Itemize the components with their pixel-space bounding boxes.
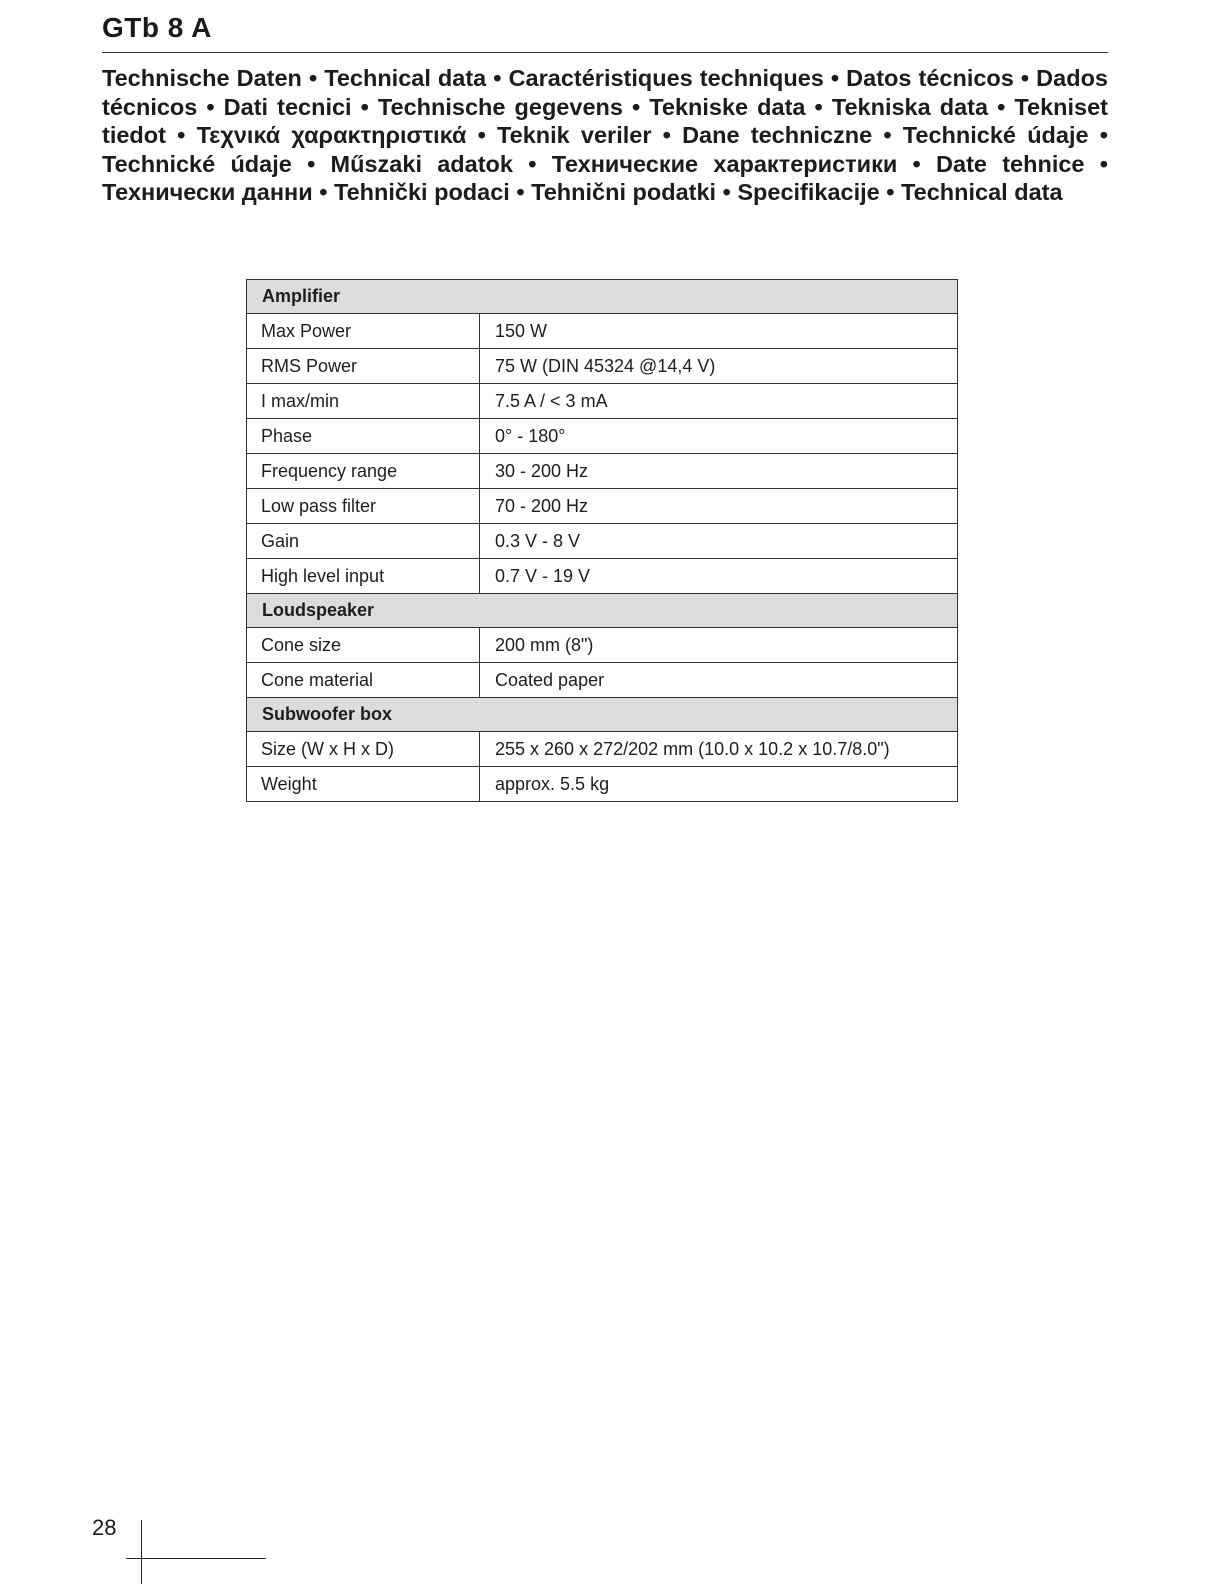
spec-value: 255 x 260 x 272/202 mm (10.0 x 10.2 x 10.7/8.0") (480, 732, 958, 767)
spec-value: 200 mm (8") (480, 628, 958, 663)
spec-value: 7.5 A / < 3 mA (480, 384, 958, 419)
section-header-loudspeaker (247, 594, 958, 628)
spec-label: Weight (247, 767, 480, 802)
spec-value: 0.7 V - 19 V (480, 559, 958, 594)
spec-value: Coated paper (480, 663, 958, 698)
spec-label: Gain (247, 524, 480, 559)
spec-value: 70 - 200 Hz (480, 489, 958, 524)
table-row (247, 384, 958, 419)
section-title: Loudspeaker (247, 594, 958, 628)
spec-label: Phase (247, 419, 480, 454)
spec-label: Cone material (247, 663, 480, 698)
spec-value: 150 W (480, 314, 958, 349)
section-title: Subwoofer box (247, 698, 958, 732)
spec-value: 75 W (DIN 45324 @14,4 V) (480, 349, 958, 384)
title-divider (102, 52, 1108, 53)
table-row (247, 732, 958, 767)
section-header-amplifier (247, 280, 958, 314)
spec-value: approx. 5.5 kg (480, 767, 958, 802)
crop-mark-vertical (141, 1520, 142, 1584)
technical-data-heading: Technische Daten • Technical data • Caractéristiques techniques • Datos técnicos • Dados técnicos • Dati tecnici • Technische gegevens • Tekniske data • Tekniska data • Tekniset tiedot • Τεχνικά χαρακτηριστικά • Teknik veriler • Dane techniczne • Technické údaje • Technické údaje • Műszaki adatok • Технические характеристики • Date tehnice • Технически данни • Tehnički podaci • Tehnični podatki • Specifikacije • Technical data (102, 65, 1108, 205)
table-row (247, 767, 958, 802)
table-row (247, 524, 958, 559)
section-title: Amplifier (247, 280, 958, 314)
crop-mark-horizontal (126, 1558, 266, 1559)
spec-value: 30 - 200 Hz (480, 454, 958, 489)
technical-data-table (246, 279, 958, 802)
table-row (247, 419, 958, 454)
spec-value: 0.3 V - 8 V (480, 524, 958, 559)
table-row (247, 628, 958, 663)
table-row (247, 314, 958, 349)
spec-label: RMS Power (247, 349, 480, 384)
spec-label: High level input (247, 559, 480, 594)
table-row (247, 349, 958, 384)
model-title: GTb 8 A (102, 12, 212, 43)
spec-value: 0° - 180° (480, 419, 958, 454)
section-header-subwoofer-box (247, 698, 958, 732)
spec-label: Frequency range (247, 454, 480, 489)
table-row (247, 559, 958, 594)
table-row (247, 663, 958, 698)
spec-label: I max/min (247, 384, 480, 419)
spec-label: Cone size (247, 628, 480, 663)
spec-label: Size (W x H x D) (247, 732, 480, 767)
spec-label: Max Power (247, 314, 480, 349)
table-row (247, 454, 958, 489)
spec-label: Low pass filter (247, 489, 480, 524)
table-row (247, 489, 958, 524)
page-number: 28 (92, 1515, 117, 1540)
